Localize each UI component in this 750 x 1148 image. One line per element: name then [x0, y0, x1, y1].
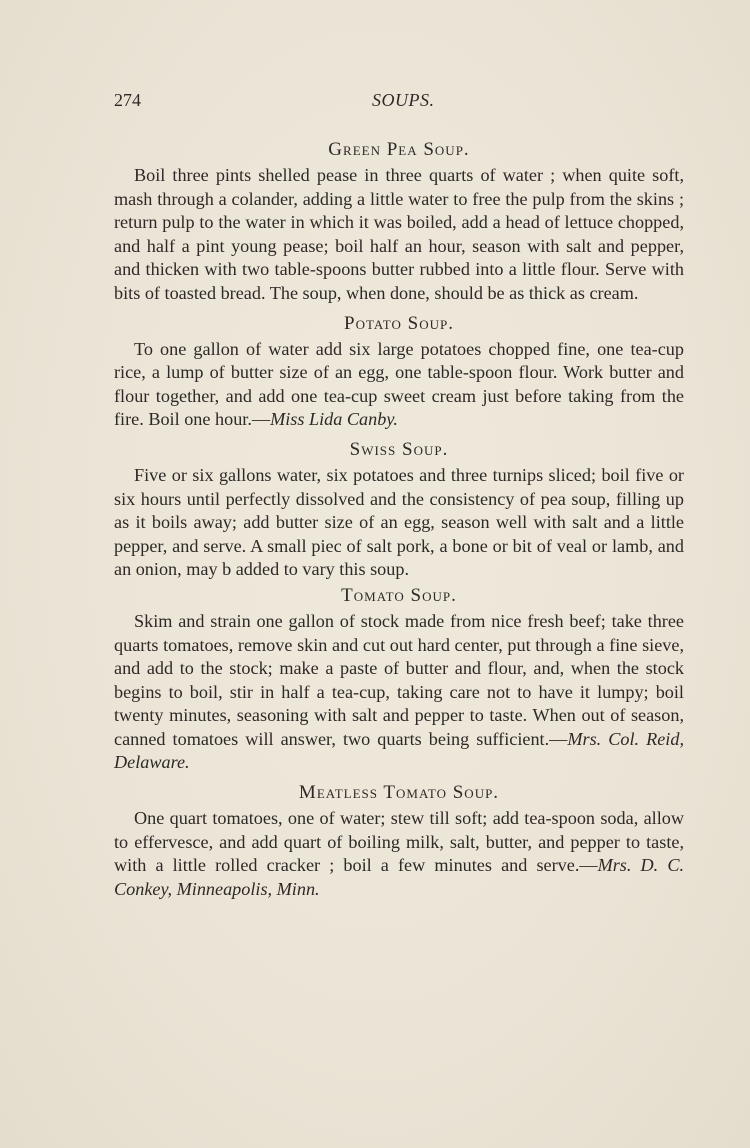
recipe-attribution: Miss Lida Canby. — [270, 409, 398, 430]
recipe-tomato-soup — [114, 582, 684, 775]
recipe-meatless-tomato-soup — [114, 779, 684, 901]
recipe-swiss-soup — [114, 436, 684, 582]
recipe-attribution: Mrs. Col. Reid, Delaware. — [114, 728, 684, 773]
recipe-text: Skim and strain one gallon of stock made from nice fresh beef; take three quarts tomatoes, remove skin and cut out hard center, put through a fine sieve, and add to the stock; make a paste of butter and flour, and, when the stock begins to boil, stir in half a tea-cup, taking care not to have it lumpy; boil twenty minutes, seasoning with salt and pepper to taste. When out of season, canned tomatoes will answer, two quarts being sufficient.—Mrs. Col. Reid, Delaware. — [114, 610, 684, 773]
running-head: SOUPS. — [372, 90, 435, 110]
recipe-text: Boil three pints shelled pease in three quarts of water ; when quite soft, mash through a colander, adding a little water to free the pulp from the skins ; return pulp to the water in which it was boiled, add a head of lettuce chopped, and half a pint young pease; boil half an hour, season with salt and pepper, and thicken with two table-spoons butter rubbed into a little flour. Serve with bits of toasted bread. The soup, when done, should be as thick as cream. — [114, 165, 684, 303]
recipe-title: Potato Soup. — [344, 312, 454, 334]
recipe-title: Tomato Soup. — [341, 584, 457, 606]
recipe-title: Meatless Tomato Soup. — [298, 782, 500, 804]
recipe-attribution: Mrs. D. C. Conkey, Minneapolis, Minn. — [114, 855, 685, 899]
recipe-green-pea-soup — [114, 136, 684, 306]
recipe-potato-soup — [114, 310, 684, 432]
page-content — [114, 136, 684, 901]
recipe-title: Swiss Soup. — [349, 438, 449, 460]
page-number: 274 — [114, 90, 141, 110]
recipe-text: Five or six gallons water, six potatoes and three turnips sliced; boil five or six hours until perfectly dissolved and the consistency of pea soup, filling up as it boils away; add butter size of an egg, season well with salt and a little pepper, and serve. A small piec of salt pork, a bone or bit of veal or lamb, and an onion, may b added to vary this soup. — [114, 464, 684, 580]
recipe-title: Green Pea Soup. — [328, 139, 470, 160]
recipe-text: To one gallon of water add six large potatoes chopped fine, one tea-cup rice, a lump of butter size of an egg, one table-spoon flour. Work butter and flour together, and add one tea-cup sweet cream just before taking from the fire. Boil one hour.—Miss Lida Canby. — [114, 338, 684, 430]
page-header — [114, 90, 682, 114]
recipe-text: One quart tomatoes, one of water; stew till soft; add tea-spoon soda, allow to effervesce, and add quart of boiling milk, salt, butter, and pepper to taste, with a little rolled cracker ; boil a few minutes and serve.—Mrs. D. C. Conkey, Minneapolis, Minn. — [114, 808, 685, 899]
